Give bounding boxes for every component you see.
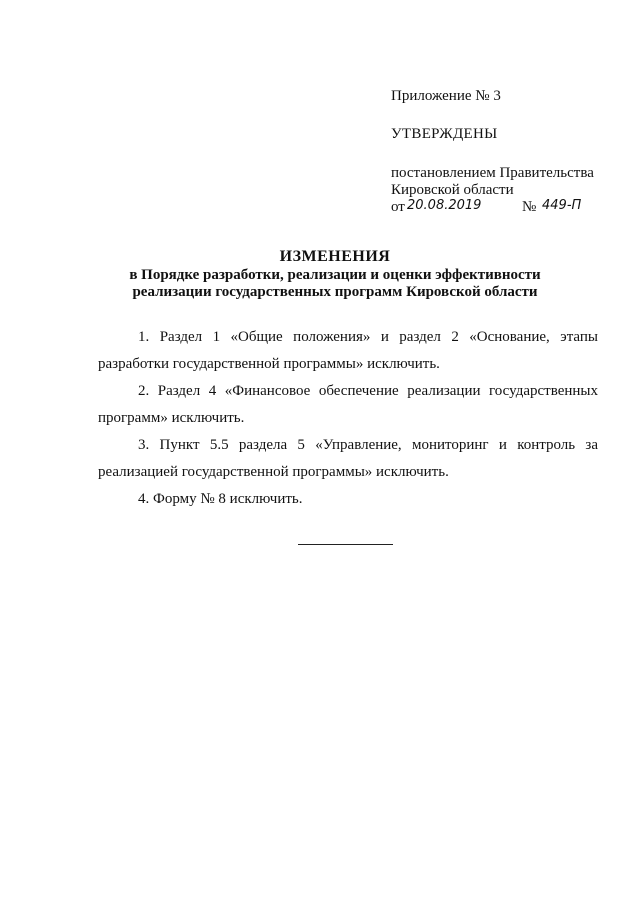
amendment-item: 2. Раздел 4 «Финансовое обеспечение реализации государственных программ» исключить.: [98, 383, 598, 426]
closing-divider: [298, 544, 393, 545]
annex-label: Приложение № 3: [391, 88, 501, 104]
approved-by-line: постановлением Правительства: [391, 165, 594, 181]
amendments-list: [98, 324, 598, 513]
number-label: №: [522, 199, 537, 215]
document-title: [40, 248, 630, 301]
amendment-item: 4. Форму № 8 исключить.: [138, 491, 303, 507]
from-label: от: [391, 199, 405, 215]
title-line-2: реализации государственных программ Кировской области: [132, 284, 538, 300]
handwritten-date: 20.08.2019: [407, 198, 482, 213]
amendment-item: 1. Раздел 1 «Общие положения» и раздел 2 «Основание, этапы разработки государственной программы» исключить.: [98, 329, 598, 372]
approved-label: УТВЕРЖДЕНЫ: [391, 126, 498, 142]
region-line: Кировской области: [391, 182, 514, 198]
approval-block: [391, 88, 621, 217]
handwritten-number: 449-П: [542, 198, 582, 213]
date-number-line: [391, 199, 621, 217]
title-main: ИЗМЕНЕНИЯ: [279, 248, 391, 265]
title-line-1: в Порядке разработки, реализации и оценки эффективности: [129, 267, 541, 283]
amendment-item: 3. Пункт 5.5 раздела 5 «Управление, мониторинг и контроль за реализацией государственной программы» исключить.: [98, 437, 598, 480]
